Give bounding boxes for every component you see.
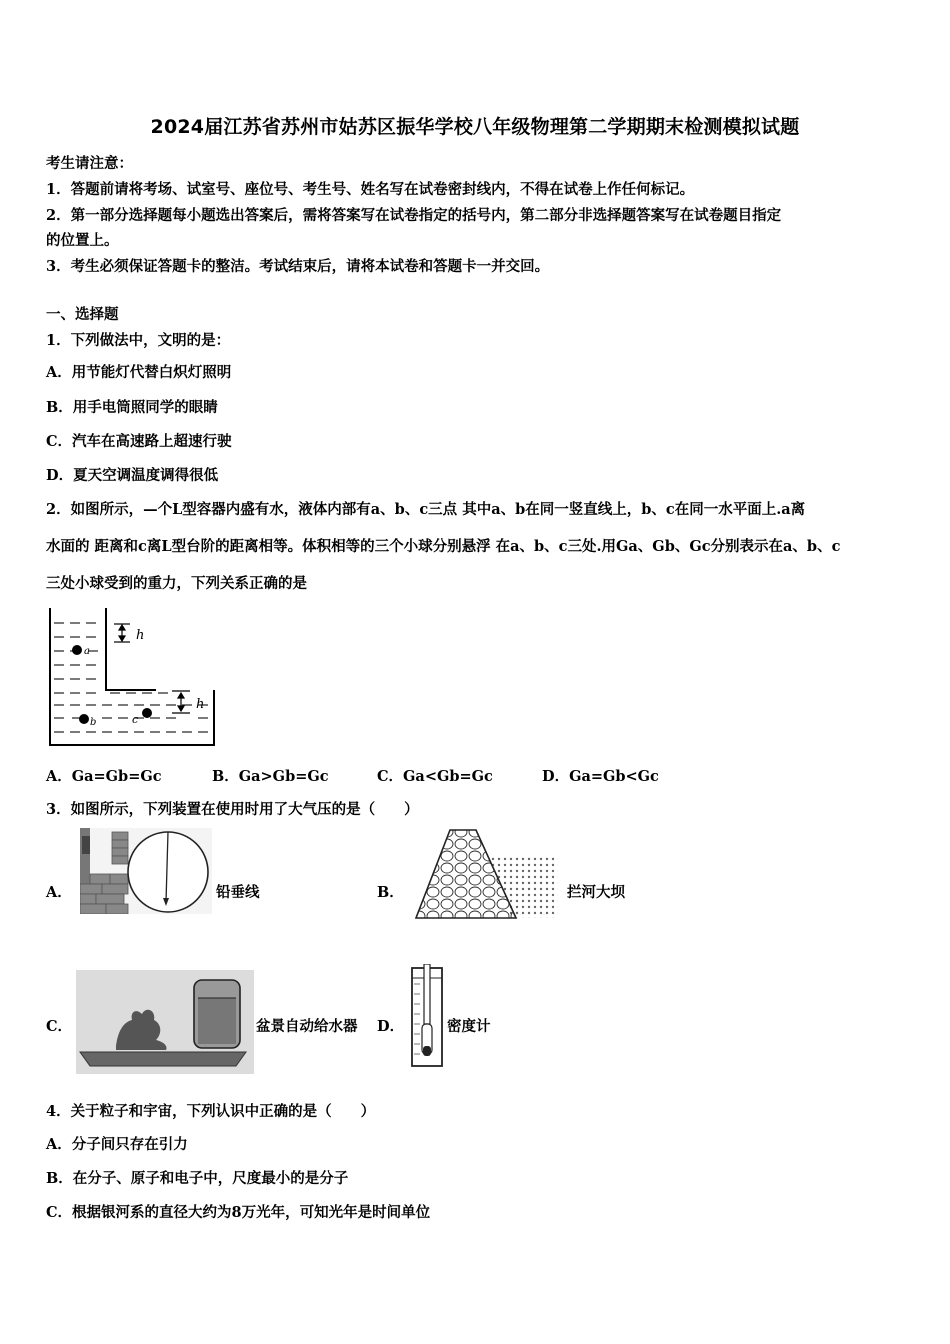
q2-option-a: A．Ga=Gb=Gc <box>46 768 162 785</box>
q3-option-c-label: 盆景自动给水器 <box>256 1018 358 1035</box>
fig-h-top: h <box>136 628 145 643</box>
q2-line-3: 三处小球受到的重力，下列关系正确的是 <box>46 575 307 592</box>
notice-item-2-cont: 的位置上。 <box>46 232 119 249</box>
q4-option-a: A．分子间只存在引力 <box>46 1136 188 1153</box>
q1-option-b: B．用手电筒照同学的眼睛 <box>46 399 218 416</box>
q4-option-c: C．根据银河系的直径大约为8万光年，可知光年是时间单位 <box>46 1204 431 1221</box>
q2-line-1: 2．如图所示，—个L型容器内盛有水，液体内部有a、b、c三点 其中a、b在同一竖直线上，b、c在同一水平面上.a离 <box>46 501 806 518</box>
q2-line-2: 水面的 距离和c离L型台阶的距离相等。体积相等的三个小球分别悬浮 在a、b、c三处.用Ga、Gb、Gc分别表示在a、b、c <box>46 538 841 555</box>
fig-c: c <box>132 713 139 726</box>
q3-option-b-label: 拦河大坝 <box>567 884 625 901</box>
q3-option-b-letter: B． <box>377 884 404 901</box>
q3-option-d-letter: D． <box>377 1018 405 1035</box>
fig-b: b <box>90 717 97 728</box>
section-heading: 一、选择题 <box>46 306 119 323</box>
q3-option-a-label: 铅垂线 <box>216 884 260 901</box>
fig-h-step: h <box>196 697 205 712</box>
notice-heading: 考生请注意： <box>46 155 133 172</box>
q1-option-a: A．用节能灯代替白炽灯照明 <box>46 364 232 381</box>
hydrometer-image <box>410 964 444 1070</box>
notice-item-3: 3．考生必须保证答题卡的整洁。考试结束后，请将本试卷和答题卡一并交回。 <box>46 258 550 275</box>
auto-waterer-image <box>76 970 254 1074</box>
l-container-figure <box>44 605 224 750</box>
q3-option-d-label: 密度计 <box>447 1018 491 1035</box>
notice-item-1: 1．答题前请将考场、试室号、座位号、考生号、姓名写在试卷密封线内，不得在试卷上作任何标记。 <box>46 181 695 198</box>
fig-a: a <box>84 646 90 657</box>
dam-image <box>412 826 560 922</box>
q4-option-b: B．在分子、原子和电子中，尺度最小的是分子 <box>46 1170 349 1187</box>
q1-option-c: C．汽车在高速路上超速行驶 <box>46 433 232 450</box>
q3-option-c-letter: C． <box>46 1018 73 1035</box>
q2-option-c: C．Ga<Gb=Gc <box>377 768 493 785</box>
q4-stem: 4．关于粒子和宇宙，下列认识中正确的是（ ） <box>46 1103 376 1120</box>
page-title: 2024届江苏省苏州市姑苏区振华学校八年级物理第二学期期末检测模拟试题 <box>150 116 800 138</box>
q1-stem: 1．下列做法中，文明的是： <box>46 332 231 349</box>
plumb-line-image <box>80 828 212 914</box>
q1-option-d: D．夏天空调温度调得很低 <box>46 467 219 484</box>
notice-item-2: 2．第一部分选择题每小题选出答案后，需将答案写在试卷指定的括号内，第二部分非选择题答案写在试卷题目指定 <box>46 207 782 224</box>
q2-option-b: B．Ga>Gb=Gc <box>212 768 329 785</box>
q3-option-a-letter: A． <box>46 884 72 901</box>
q2-option-d: D．Ga=Gb<Gc <box>542 768 659 785</box>
q3-stem: 3．如图所示，下列装置在使用时用了大气压的是（ ） <box>46 801 419 818</box>
